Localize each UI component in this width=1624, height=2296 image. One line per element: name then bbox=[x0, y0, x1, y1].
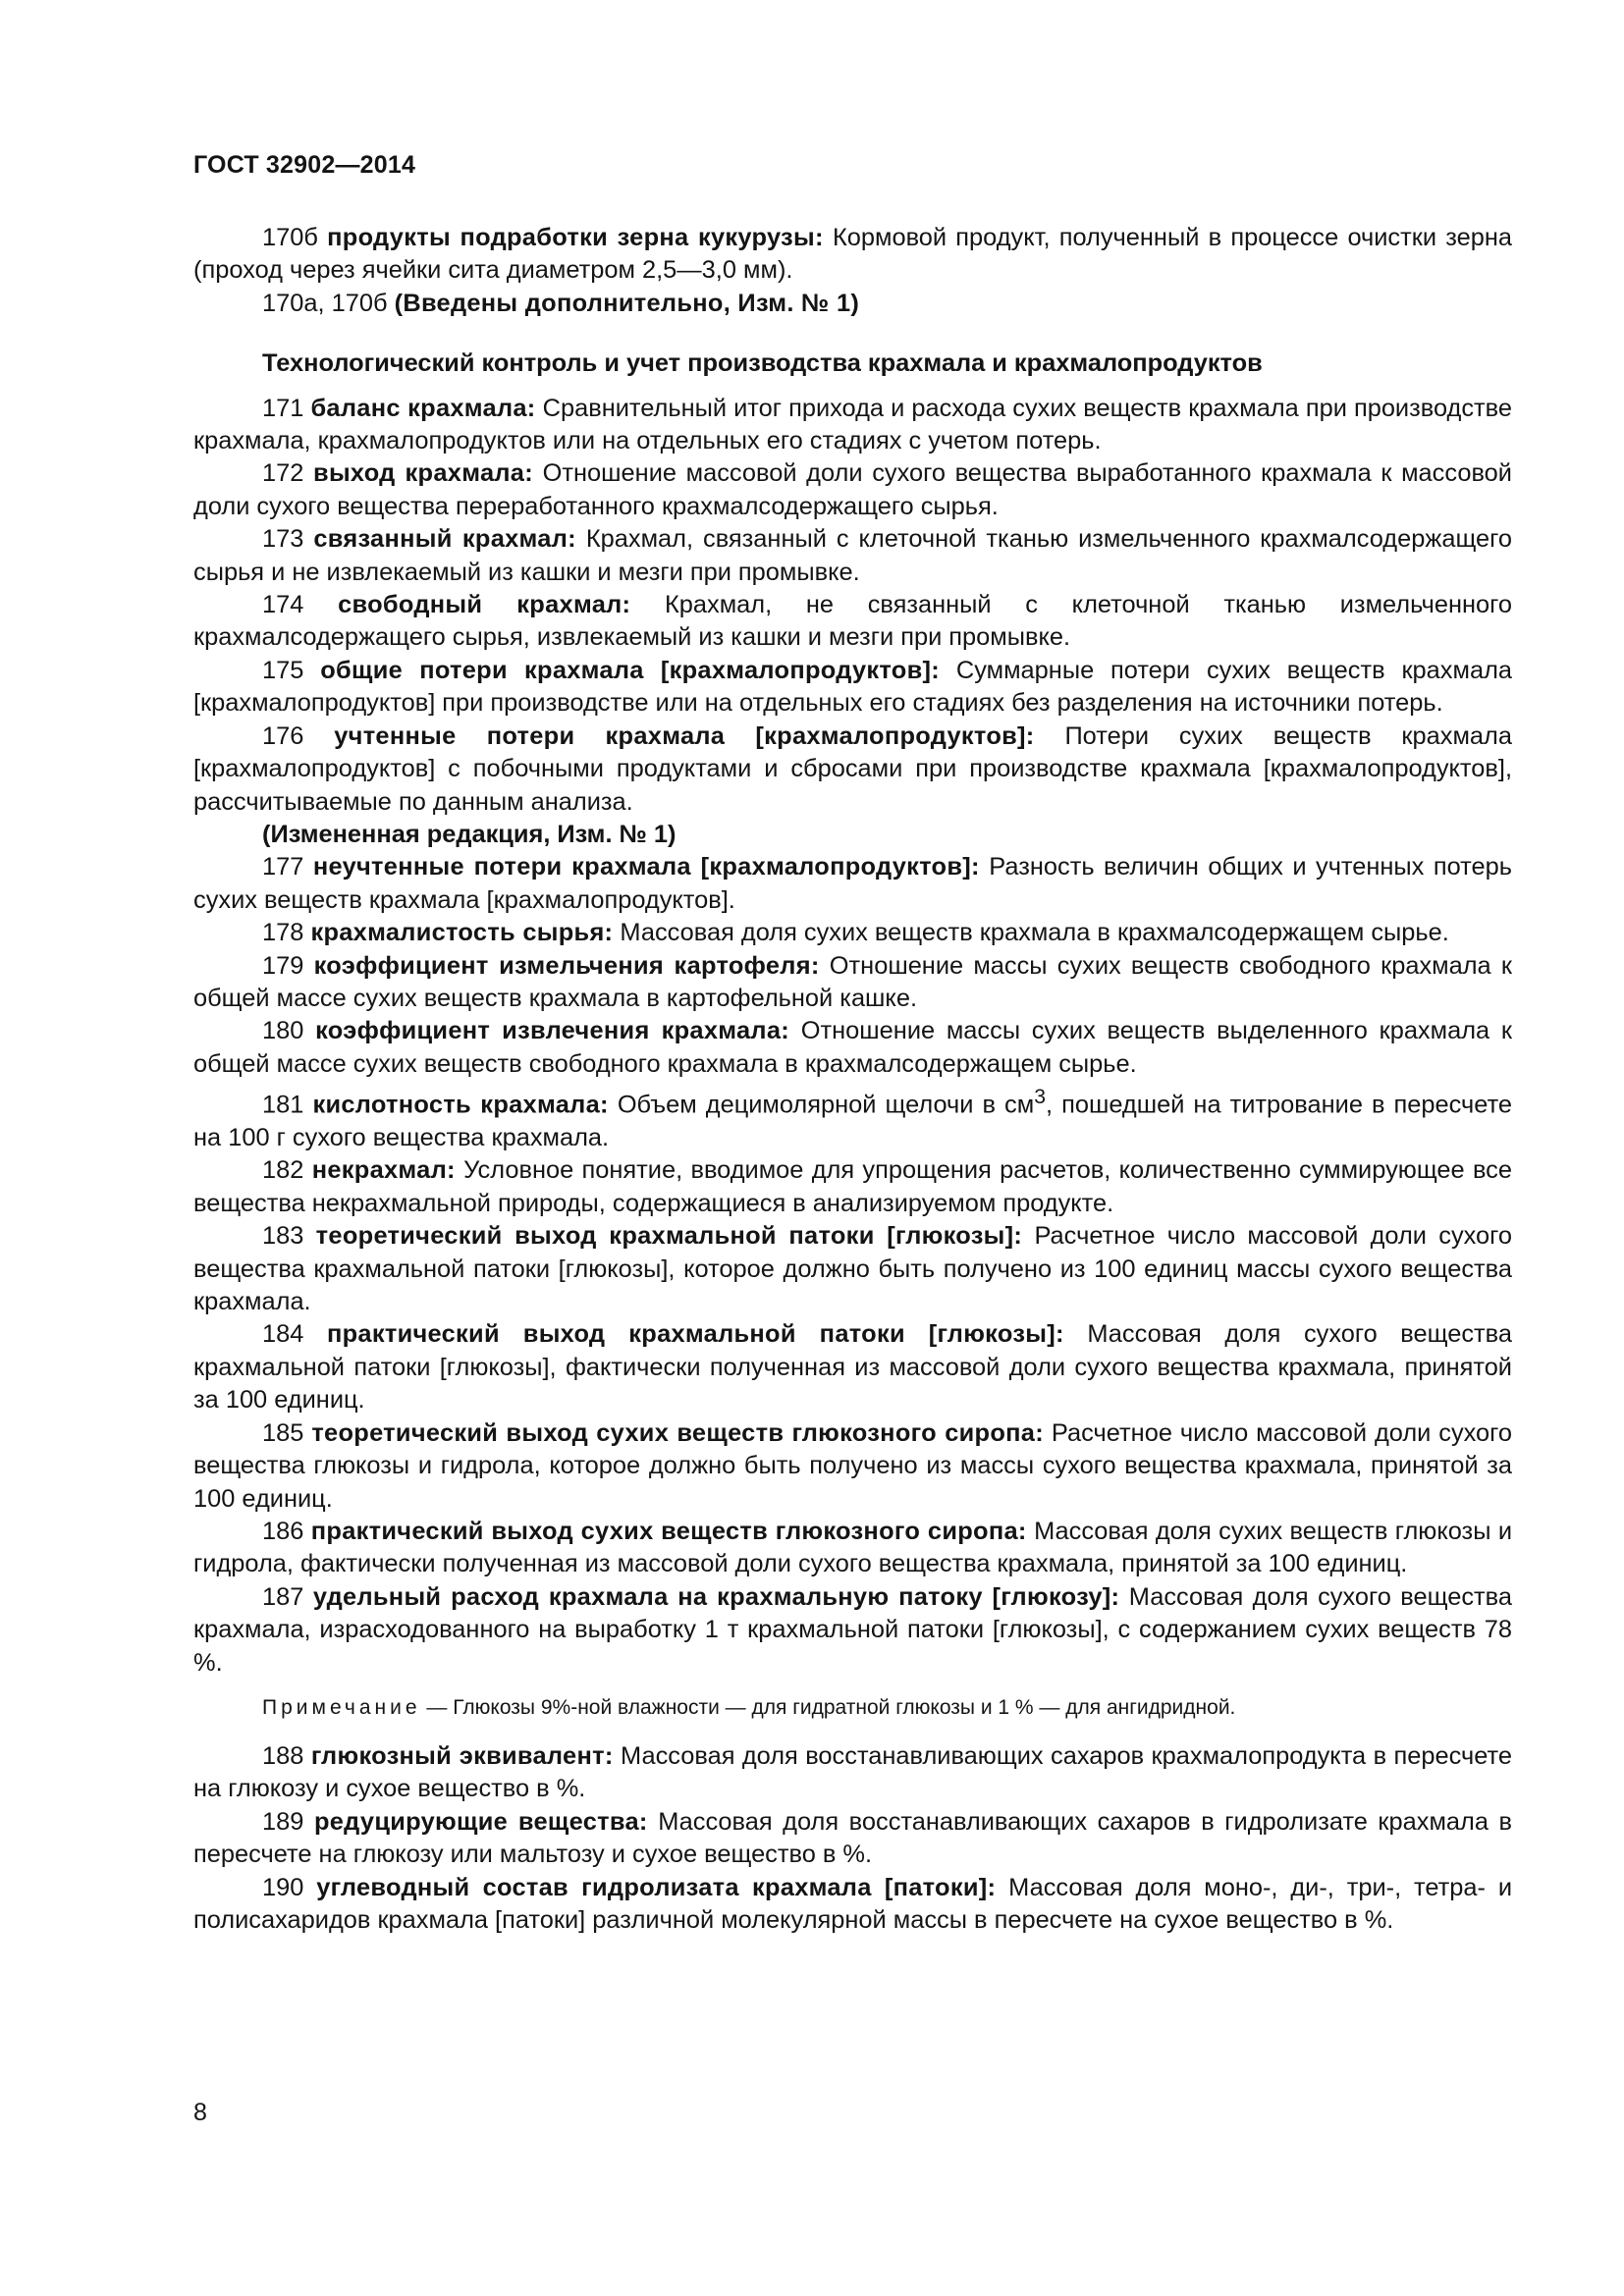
term-entry-173 bbox=[193, 523, 1512, 589]
term-entry-179 bbox=[193, 950, 1512, 1016]
term-number: 183 bbox=[262, 1222, 304, 1251]
term-name: продукты подработки зерна кукурузы: bbox=[327, 224, 824, 251]
term-entry-171 bbox=[193, 393, 1512, 458]
terms-group-before bbox=[193, 222, 1512, 288]
term-number: 177 bbox=[262, 853, 304, 881]
term-name: учтенные потери крахмала [крахмалопродуктов]: bbox=[334, 721, 1035, 750]
term-number: 184 bbox=[262, 1320, 304, 1349]
term-definition: Массовая доля сухих веществ крахмала в крахмалсодержащем сырье. bbox=[620, 919, 1449, 947]
terms-group-a bbox=[193, 393, 1512, 819]
term-definition: Массовая доля сухих веществ глюкозы и гидрола, фактически полученная из массовой доли сухого вещества крахмала, принятой за 100 единиц. bbox=[193, 1517, 1513, 1578]
amendment-items: 170а, 170б bbox=[262, 289, 388, 317]
note-label: Примечание bbox=[262, 1695, 421, 1719]
term-entry-188 bbox=[193, 1740, 1512, 1806]
term-entry-189 bbox=[193, 1806, 1512, 1872]
term-name: неучтенные потери крахмала [крахмалопродуктов]: bbox=[312, 853, 980, 881]
term-name: крахмалистость сырья: bbox=[310, 919, 614, 947]
terms-group-d bbox=[193, 1740, 1512, 1937]
term-entry-183 bbox=[193, 1220, 1512, 1318]
term-entry-186 bbox=[193, 1516, 1512, 1581]
term-name: баланс крахмала: bbox=[310, 394, 536, 422]
amendment-note-2: (Измененная редакция, Изм. № 1) bbox=[262, 820, 677, 848]
term-name: коэффициент измельчения картофеля: bbox=[313, 951, 820, 980]
term-number: 185 bbox=[262, 1418, 304, 1447]
term-definition: Крахмал, связанный с клеточной тканью измельченного крахмалсодержащего сырья и не извлекаемый из кашки и мезги при промывке. bbox=[193, 525, 1512, 586]
term-name: углеводный состав гидролизата крахмала [патоки]: bbox=[316, 1873, 997, 1901]
term-number: 181 bbox=[262, 1091, 304, 1119]
term-name: связанный крахмал: bbox=[313, 525, 576, 554]
term-number: 188 bbox=[262, 1741, 304, 1770]
term-name: удельный расход крахмала на крахмальную патоку [глюкозу]: bbox=[312, 1582, 1120, 1611]
term-definition: Массовая доля восстанавливающих сахаров крахмалопродукта в пересчете на глюкозу и сухое вещество в %. bbox=[193, 1741, 1512, 1803]
term-number: 182 bbox=[262, 1156, 304, 1185]
term-entry-174 bbox=[193, 589, 1512, 655]
term-definition: Расчетное число массовой доли сухого вещества крахмальной патоки [глюкозы], которое должно быть получено из 100 единиц массы сухого вещества крахмала. bbox=[193, 1222, 1512, 1316]
page-header: ГОСТ 32902—2014 bbox=[193, 151, 416, 179]
term-definition: Отношение массовой доли сухого вещества выработанного крахмала к массовой доли сухого вещества переработанного крахмалсодержащего сырья. bbox=[193, 459, 1512, 520]
term-number: 170б bbox=[262, 224, 318, 251]
term-entry-175 bbox=[193, 655, 1512, 721]
term-definition: Отношение массы сухих веществ выделенного крахмала к общей массе сухих веществ свободного крахмала в крахмалсодержащем сырье. bbox=[193, 1017, 1512, 1078]
term-definition-part2: , пошедшей на титрование в пересчете на 100 г сухого вещества крахмала. bbox=[193, 1091, 1513, 1152]
term-entry-182 bbox=[193, 1154, 1512, 1220]
amendment-text: (Введены дополнительно, Изм. № 1) bbox=[394, 289, 860, 317]
term-name: коэффициент извлечения крахмала: bbox=[315, 1017, 790, 1045]
term-number: 178 bbox=[262, 919, 304, 947]
term-name: свободный крахмал: bbox=[338, 591, 631, 619]
term-entry-177 bbox=[193, 851, 1512, 917]
term-number: 175 bbox=[262, 656, 304, 684]
term-definition-part1: Объем децимолярной щелочи в см bbox=[617, 1091, 1035, 1119]
note bbox=[193, 1693, 1512, 1723]
term-number: 171 bbox=[262, 394, 304, 422]
term-definition: Крахмал, не связанный с клеточной тканью измельченного крахмалсодержащего сырья, извлекаемый из кашки и мезги при промывке. bbox=[193, 591, 1512, 652]
term-entry-187 bbox=[193, 1581, 1512, 1680]
term-definition: Суммарные потери сухих веществ крахмала [крахмалопродуктов] при производстве или на отдельных его стадиях без разделения на источники потерь. bbox=[193, 656, 1513, 718]
term-name: теоретический выход сухих веществ глюкозного сиропа: bbox=[311, 1418, 1044, 1447]
term-number: 190 bbox=[262, 1873, 304, 1901]
term-definition: Отношение массы сухих веществ свободного крахмала к общей массе сухих веществ крахмала в картофельной кашке. bbox=[193, 951, 1512, 1012]
term-name: практический выход сухих веществ глюкозного сиропа: bbox=[310, 1517, 1027, 1545]
term-definition: Массовая доля сухого вещества крахмала, израсходованного на выработку 1 т крахмальной патоки [глюкозы], с содержанием сухих веществ 78 %. bbox=[193, 1582, 1512, 1677]
terms-group-c bbox=[193, 1154, 1512, 1680]
term-name: редуцирующие вещества: bbox=[313, 1807, 648, 1836]
term-number: 173 bbox=[262, 525, 304, 554]
section-heading: Технологический контроль и учет производства крахмала и крахмалопродуктов bbox=[262, 349, 1263, 378]
term-name: общие потери крахмала [крахмалопродуктов]: bbox=[320, 656, 941, 684]
term-number: 186 bbox=[262, 1517, 304, 1545]
superscript-exponent: 3 bbox=[1034, 1086, 1046, 1109]
term-number: 174 bbox=[262, 591, 304, 619]
term-number: 187 bbox=[262, 1582, 304, 1611]
amendment-note-1 bbox=[193, 288, 1512, 320]
term-number: 189 bbox=[262, 1807, 304, 1836]
term-name: некрахмал: bbox=[311, 1156, 456, 1185]
term-entry-178 bbox=[193, 917, 1512, 949]
term-entry-185 bbox=[193, 1417, 1512, 1516]
term-name: кислотность крахмала: bbox=[312, 1091, 609, 1119]
term-entry-172 bbox=[193, 457, 1512, 523]
term-definition: Массовая доля сухого вещества крахмальной патоки [глюкозы], фактически полученная из массовой доли сухого вещества крахмала, принятой за 100 единиц. bbox=[193, 1320, 1512, 1415]
term-name: теоретический выход крахмальной патоки [глюкозы]: bbox=[315, 1222, 1023, 1251]
term-number: 180 bbox=[262, 1017, 304, 1045]
term-entry-176 bbox=[193, 721, 1512, 819]
term-name: практический выход крахмальной патоки [глюкозы]: bbox=[326, 1320, 1064, 1349]
term-entry-170б bbox=[193, 222, 1512, 288]
term-definition: Потери сухих веществ крахмала [крахмалопродуктов] с побочными продуктами и сбросами при производстве крахмала [крахмалопродуктов], рассчитываемые по данным анализа. bbox=[193, 721, 1512, 816]
term-name: глюкозный эквивалент: bbox=[310, 1741, 614, 1770]
term-entry-184 bbox=[193, 1318, 1512, 1416]
term-definition: Условное понятие, вводимое для упрощения расчетов, количественно суммирующее все вещества некрахмальной природы, содержащиеся в анализируемом продукте. bbox=[193, 1156, 1512, 1217]
term-definition: Массовая доля восстанавливающих сахаров в гидролизате крахмала в пересчете на глюкозу или мальтозу и сухое вещество в %. bbox=[193, 1807, 1513, 1869]
term-name: выход крахмала: bbox=[313, 459, 533, 488]
term-entry-180 bbox=[193, 1015, 1512, 1081]
term-definition: Разность величин общих и учтенных потерь сухих веществ крахмала [крахмалопродуктов]. bbox=[193, 853, 1512, 914]
terms-group-b bbox=[193, 851, 1512, 1081]
note-text: — Глюкозы 9%-ной влажности — для гидратной глюкозы и 1 % — для ангидридной. bbox=[420, 1695, 1236, 1719]
term-number: 172 bbox=[262, 459, 304, 488]
term-entry-190 bbox=[193, 1872, 1512, 1938]
term-number: 176 bbox=[262, 721, 304, 750]
page-content bbox=[193, 222, 1512, 1937]
term-entry-181 bbox=[193, 1081, 1512, 1154]
term-definition: Кормовой продукт, полученный в процессе очистки зерна (проход через ячейки сита диаметром 2,5—3,0 мм). bbox=[193, 224, 1513, 285]
page-number: 8 bbox=[193, 2099, 207, 2126]
term-definition: Сравнительный итог прихода и расхода сухих веществ крахмала при производстве крахмала, крахмалопродуктов или на отдельных его стадиях с учетом потерь. bbox=[193, 394, 1512, 455]
term-definition: Расчетное число массовой доли сухого вещества глюкозы и гидрола, которое должно быть получено из массы сухого вещества крахмала, принятой за 100 единиц. bbox=[193, 1418, 1512, 1513]
term-definition: Массовая доля моно-, ди-, три-, тетра- и полисахаридов крахмала [патоки] различной молекулярной массы в пересчете на сухое вещество в %. bbox=[193, 1873, 1513, 1934]
term-number: 179 bbox=[262, 951, 304, 980]
